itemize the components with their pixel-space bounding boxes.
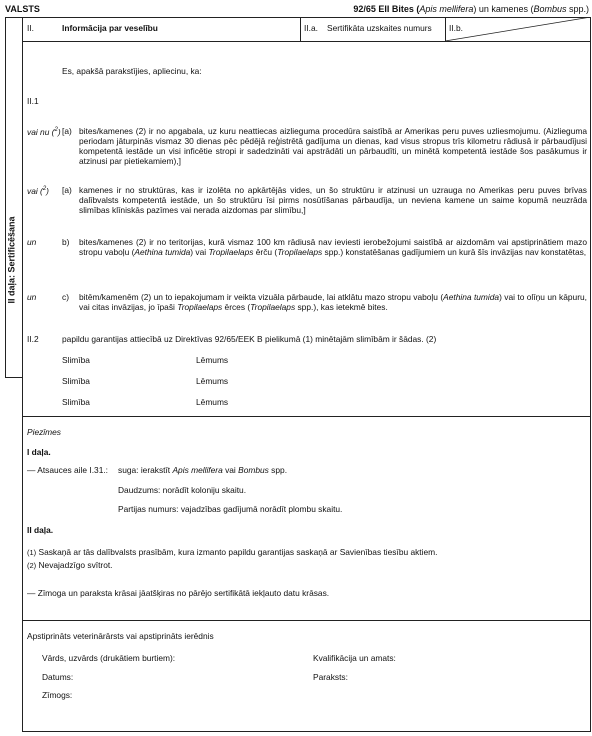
section-title: Informācija par veselību [62, 23, 158, 33]
decision-label-3: Lēmums [196, 397, 229, 407]
certificate-code-suffix: spp.) [566, 4, 589, 14]
disease-label-1: Slimība [62, 355, 90, 365]
footnote-1-number: (1) [27, 548, 37, 557]
footnote-1 [27, 548, 437, 558]
signature-title: Apstiprināts veterinārārsts vai apstiprināts ierēdnis [27, 631, 214, 641]
item2-marker: [a) [62, 185, 72, 195]
table-head-bottom [22, 41, 591, 42]
decision-label-1: Lēmums [196, 355, 229, 365]
item1-text: bites/kamenes (2) ir no apgabala, uz kuru neattiecas aizlieguma procedūra saistībā ar Amerikas peru puves uzliesmojumu. (Aizlieguma periodam jāturpinās vismaz 30 dienas pēc pēdējā reģistrētā gadījuma un dienas, kad visus stropus trīs kilometru rādiusā ir pārbaudījusi kompetentā iestāde un visi inficētie stropi ir sadedzināti vai apstrādāti un pārbaudīti, un minētā kompetentā iestāde šos pasākumus ir atzinusi par pietiekamiem),] [79, 126, 587, 166]
item3-text-it2: Tropilaelaps [208, 246, 254, 257]
signature-qualification-label: Kvalifikācija un amats: [313, 653, 396, 663]
item3-text-it3: Tropilaelaps [277, 246, 323, 257]
section-ii2-number: II.2 [27, 334, 39, 344]
column-2b-number: II.b. [449, 23, 463, 33]
item2-prefix-sup: 2 [42, 186, 47, 192]
frame-right [590, 17, 591, 731]
item2-prefix-text: vai ( [27, 185, 43, 196]
table-col-sep1 [300, 17, 301, 41]
certificate-code-mid: ) un kamenes ( [473, 4, 534, 14]
sidebar-part-label: II daļa: Sertificēšana [6, 216, 17, 304]
item4-text-b: ) vai to olīņu un kāpuru, vai citas invāzijas, jo īpaši [79, 292, 587, 312]
footnote-1-text: Saskaņā ar tās dalībvalsts prasībām, kura izmanto papildu garantijas saskaņā ar Savienības tiesību aktiem. [38, 547, 438, 557]
item4-text [79, 293, 587, 313]
disease-label-3: Slimība [62, 397, 90, 407]
signature-sign-label: Paraksts: [313, 672, 348, 682]
item4-marker: c) [62, 292, 69, 302]
item3-text-c: ērču ( [253, 246, 278, 257]
item4-prefix: un [27, 292, 37, 302]
notes-species-post: spp. [268, 465, 288, 475]
notes-title: Piezīmes [27, 427, 61, 437]
signature-date-label: Datums: [42, 672, 74, 682]
item1-prefix [27, 127, 61, 138]
notes-quantity-line: Daudzums: norādīt koloniju skaitu. [118, 485, 247, 495]
item3-text-it1: Aethina tumida [134, 246, 191, 257]
table-corner-diagonal [445, 17, 591, 41]
frame-bottom [22, 731, 591, 732]
item4-text-it3: Tropilaelaps [250, 301, 296, 312]
notes-part1-title: I daļa. [27, 447, 51, 457]
column-2a-number: II.a. [304, 23, 318, 33]
notes-part2-title: II daļa. [27, 525, 54, 535]
signature-name-label: Vārds, uzvārds (drukātiem burtiem): [42, 653, 176, 663]
item3-text-d: spp.) konstatēšanas gadījumiem un kurā šīs invāzijas nav konstatētas, [322, 246, 587, 257]
column-2a-title: Sertifikāta uzskaites numurs [327, 23, 432, 33]
item3-marker: b) [62, 237, 70, 247]
notes-species-mid: vai [222, 465, 239, 475]
notes-species-pre: suga: ierakstīt [118, 465, 173, 475]
signature-top-border [22, 620, 591, 621]
intro-text: Es, apakšā parakstījies, apliecinu, ka: [62, 66, 202, 76]
item2-prefix-end: ) [46, 185, 49, 196]
notes-species-it1: Apis mellifera [172, 465, 223, 475]
item1-prefix-text: vai nu ( [27, 126, 55, 137]
certificate-code-prefix: 92/65 EII Bites ( [353, 4, 420, 14]
item4-text-it2: Tropilaelaps [177, 301, 223, 312]
item4-text-a: bitēm/kamenēm (2) un to iepakojumam ir veikta vizuāla pārbaude, lai atklātu mazo stropu vaboļu ( [79, 292, 444, 302]
item1-prefix-sup: 2 [54, 127, 58, 133]
frame-left-inner [22, 17, 23, 731]
footnote-2-text: Nevajadzīgo svītrot. [38, 560, 113, 570]
disease-label-2: Slimība [62, 376, 90, 386]
notes-top-border [22, 416, 591, 417]
country-label: VALSTS [5, 4, 40, 14]
certificate-code-species1: Apis mellifera [419, 4, 474, 14]
section-ii2-text: papildu garantijas attiecībā uz Direktīvas 92/65/EEK B pielikumā (1) minētajām slimībām ir šādas. (2) [62, 334, 437, 344]
notes-species-it2: Bombus [238, 465, 269, 475]
signature-stamp-label: Zīmogs: [42, 690, 73, 700]
section-ii1-number: II.1 [27, 96, 39, 106]
certificate-code [353, 4, 589, 15]
item4-text-c: ērces ( [222, 301, 251, 312]
item1-marker: [a) [62, 126, 72, 136]
footnote-2 [27, 561, 113, 571]
footnote-2-number: (2) [27, 561, 37, 570]
stamp-color-note: — Zīmoga un paraksta krāsai jāatšķiras no pārējo sertifikātā iekļauto datu krāsas. [27, 588, 330, 598]
notes-batch-line: Partijas numurs: vajadzības gadījumā norādīt plombu skaitu. [118, 504, 343, 514]
item1-prefix-end: ) [57, 126, 61, 137]
item3-text-b: ) vai [190, 246, 209, 257]
item3-text [79, 238, 587, 258]
item2-prefix [27, 186, 49, 197]
certificate-code-species2: Bombus [533, 4, 567, 14]
item2-text: kamenes ir no struktūras, kas ir izolēta no apkārtējās vides, un šo struktūru ir atzinusi un uzrauga no Amerikas peru puves brīvas dalībvalsts kompetentā iestāde, un šo struktūru īsi pirms nosūtīšanas pārbaudīja, un neviena kamene un saime kopumā neuzrāda slimības klīniskās pazīmes vai nerada aizdomas par slimību,] [79, 185, 587, 215]
sidebar-bottom [5, 377, 22, 378]
notes-box-label: — Atsauces aile I.31.: [27, 465, 109, 475]
item3-prefix: un [27, 237, 37, 247]
item3-text-a: bites/kamenes (2) ir no teritorijas, kurā vismaz 100 km rādiusā nav ieviesti ierobežojumi saistībā ar aizdomām vai apstiprinātiem mazo stropu vaboļu ( [79, 237, 587, 257]
notes-species-line [118, 466, 287, 476]
section-number: II. [27, 23, 34, 33]
decision-label-2: Lēmums [196, 376, 229, 386]
item4-text-it1: Aethina tumida [443, 292, 500, 302]
item4-text-d: spp.), kas ietekmē bites. [295, 301, 388, 312]
